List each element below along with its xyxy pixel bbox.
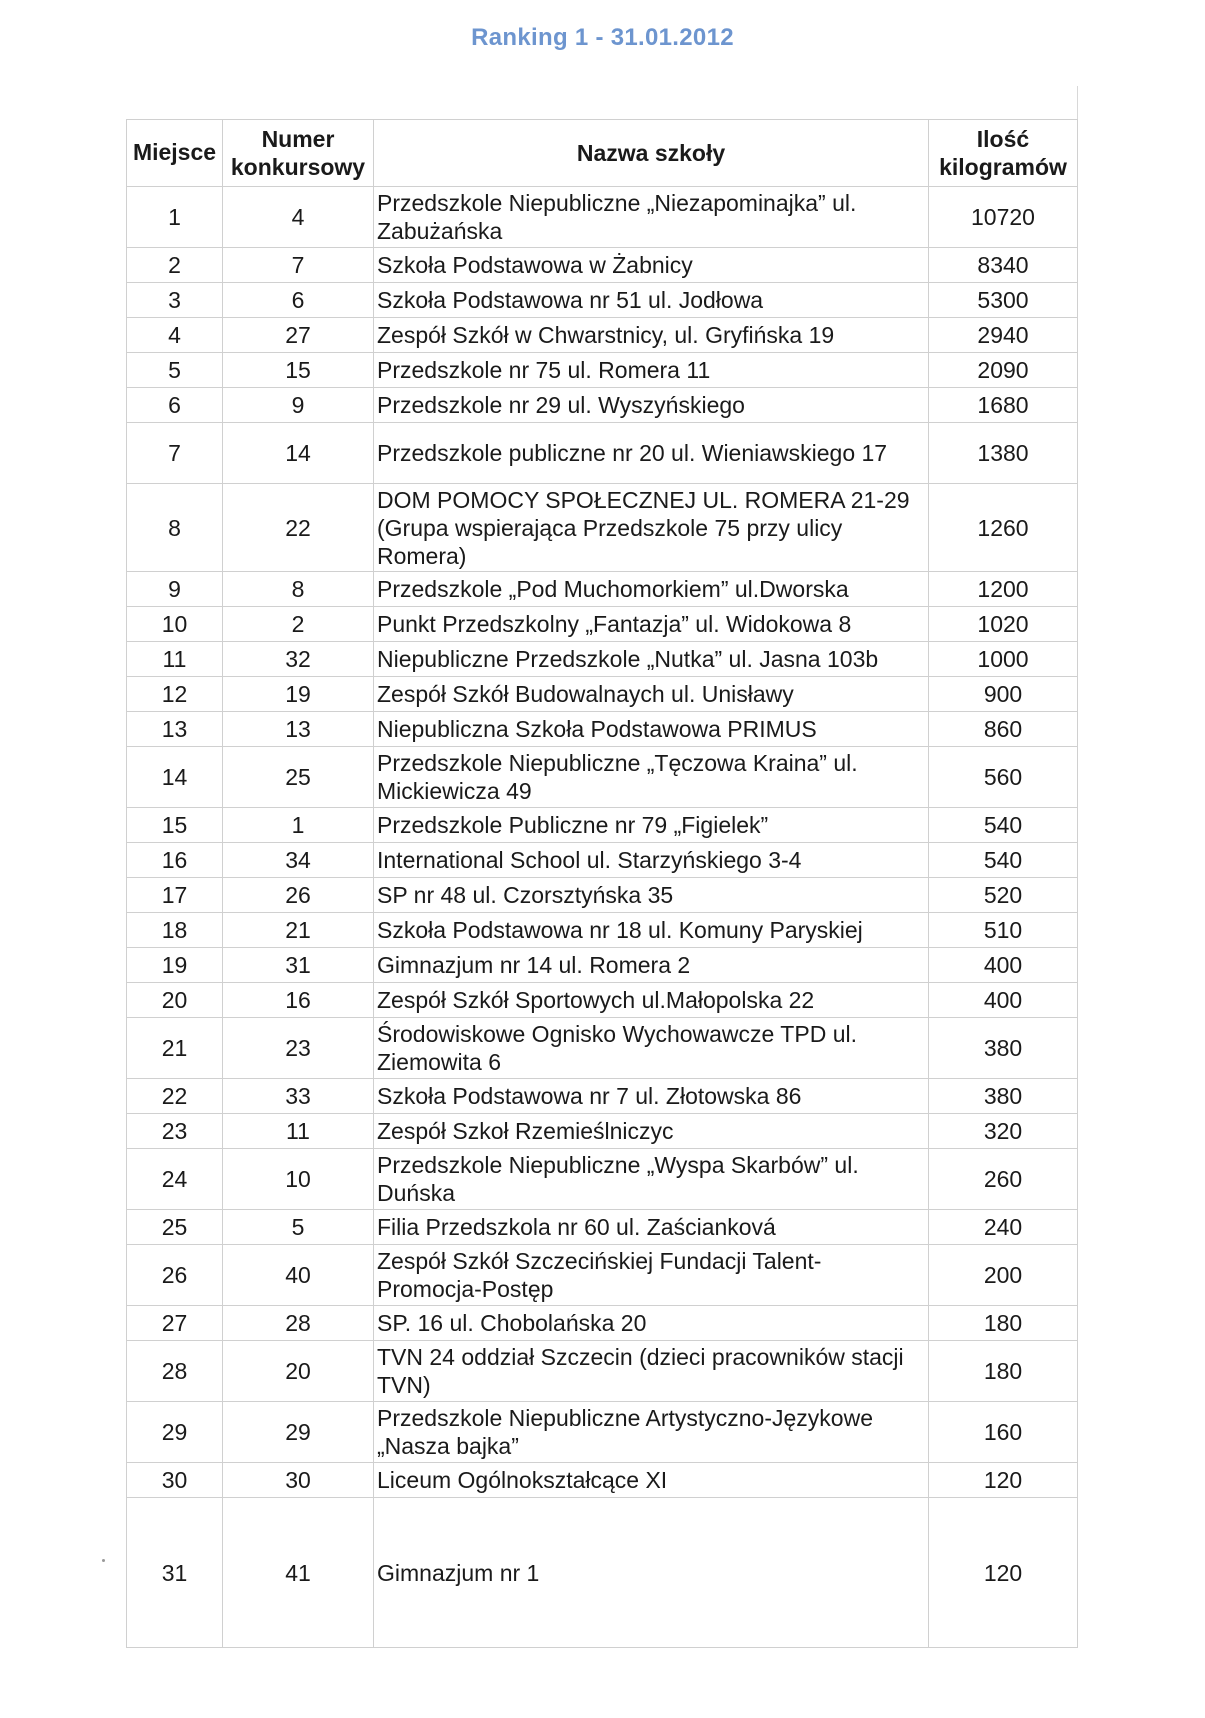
place-cell: 16: [127, 843, 223, 878]
number-cell: 19: [223, 677, 374, 712]
page-title: Ranking 1 - 31.01.2012: [471, 24, 734, 51]
school-name-cell: Szkoła Podstawowa nr 51 ul. Jodłowa: [374, 283, 929, 318]
school-name-cell: Przedszkole Niepubliczne „Niezapominajka” ul. Zabużańska: [374, 187, 929, 248]
number-cell: 13: [223, 712, 374, 747]
table-row: [127, 423, 1078, 484]
number-cell: 8: [223, 572, 374, 607]
table-row: [127, 572, 1078, 607]
number-cell: 23: [223, 1018, 374, 1079]
table-row: [127, 1114, 1078, 1149]
number-cell: 33: [223, 1079, 374, 1114]
kg-cell: 1680: [929, 388, 1078, 423]
place-cell: 3: [127, 283, 223, 318]
table-row: [127, 1402, 1078, 1463]
table-row: [127, 187, 1078, 248]
number-cell: 31: [223, 948, 374, 983]
place-cell: 21: [127, 1018, 223, 1079]
table-row: [127, 353, 1078, 388]
header-kg: [929, 120, 1078, 187]
table-row: [127, 1341, 1078, 1402]
divider: [1077, 86, 1078, 120]
table-row: [127, 1463, 1078, 1498]
place-cell: 18: [127, 913, 223, 948]
place-cell: 31: [127, 1498, 223, 1648]
ranking-table: [126, 119, 1078, 1648]
place-cell: 15: [127, 808, 223, 843]
number-cell: 28: [223, 1306, 374, 1341]
school-name-cell: Punkt Przedszkolny „Fantazja” ul. Widokowa 8: [374, 607, 929, 642]
place-cell: 14: [127, 747, 223, 808]
table-row: [127, 1210, 1078, 1245]
kg-cell: 520: [929, 878, 1078, 913]
number-cell: 30: [223, 1463, 374, 1498]
school-name-cell: TVN 24 oddział Szczecin (dzieci pracowników stacji TVN): [374, 1341, 929, 1402]
table-row: [127, 843, 1078, 878]
kg-cell: 2090: [929, 353, 1078, 388]
kg-cell: 320: [929, 1114, 1078, 1149]
number-cell: 41: [223, 1498, 374, 1648]
school-name-cell: SP. 16 ul. Chobolańska 20: [374, 1306, 929, 1341]
kg-cell: 160: [929, 1402, 1078, 1463]
header-number-line2: konkursowy: [230, 154, 366, 180]
kg-cell: 510: [929, 913, 1078, 948]
place-cell: 28: [127, 1341, 223, 1402]
place-cell: 20: [127, 983, 223, 1018]
school-name-cell: Przedszkole Niepubliczne Artystyczno-Językowe „Nasza bajka”: [374, 1402, 929, 1463]
place-cell: 19: [127, 948, 223, 983]
header-number: [223, 120, 374, 187]
kg-cell: 1200: [929, 572, 1078, 607]
place-cell: 26: [127, 1245, 223, 1306]
school-name-cell: Szkoła Podstawowa nr 7 ul. Złotowska 86: [374, 1079, 929, 1114]
school-name-cell: Przedszkole Publiczne nr 79 „Figielek”: [374, 808, 929, 843]
number-cell: 26: [223, 878, 374, 913]
school-name-cell: Przedszkole „Pod Muchomorkiem” ul.Dworska: [374, 572, 929, 607]
school-name-cell: Zespół Szkół Szczecińskiej Fundacji Talent-Promocja-Postęp: [374, 1245, 929, 1306]
place-cell: 7: [127, 423, 223, 484]
place-cell: 22: [127, 1079, 223, 1114]
school-name-cell: Przedszkole publiczne nr 20 ul. Wieniawskiego 17: [374, 423, 929, 484]
kg-cell: 1020: [929, 607, 1078, 642]
table-row: [127, 1079, 1078, 1114]
number-cell: 7: [223, 248, 374, 283]
school-name-cell: International School ul. Starzyńskiego 3-4: [374, 843, 929, 878]
school-name-cell: Gimnazjum nr 1: [374, 1498, 929, 1648]
kg-cell: 380: [929, 1079, 1078, 1114]
table-row: [127, 913, 1078, 948]
school-name-cell: Przedszkole Niepubliczne „Wyspa Skarbów” ul. Duńska: [374, 1149, 929, 1210]
number-cell: 16: [223, 983, 374, 1018]
kg-cell: 540: [929, 808, 1078, 843]
table-row: [127, 677, 1078, 712]
number-cell: 34: [223, 843, 374, 878]
table-row: [127, 878, 1078, 913]
header-school: Nazwa szkoły: [374, 120, 929, 187]
kg-cell: 260: [929, 1149, 1078, 1210]
table-row: [127, 948, 1078, 983]
school-name-cell: Gimnazjum nr 14 ul. Romera 2: [374, 948, 929, 983]
kg-cell: 560: [929, 747, 1078, 808]
number-cell: 2: [223, 607, 374, 642]
table-row: [127, 808, 1078, 843]
place-cell: 9: [127, 572, 223, 607]
place-cell: 23: [127, 1114, 223, 1149]
school-name-cell: DOM POMOCY SPOŁECZNEJ UL. ROMERA 21-29 (Grupa wspierająca Przedszkole 75 przy ulicy Romera): [374, 484, 929, 572]
kg-cell: 380: [929, 1018, 1078, 1079]
table-row: [127, 283, 1078, 318]
kg-cell: 540: [929, 843, 1078, 878]
number-cell: 29: [223, 1402, 374, 1463]
place-cell: 11: [127, 642, 223, 677]
kg-cell: 860: [929, 712, 1078, 747]
kg-cell: 1000: [929, 642, 1078, 677]
number-cell: 22: [223, 484, 374, 572]
scan-speck: [102, 1559, 105, 1562]
table-row: [127, 1306, 1078, 1341]
place-cell: 4: [127, 318, 223, 353]
table-row: [127, 1498, 1078, 1648]
kg-cell: 180: [929, 1341, 1078, 1402]
table-row: [127, 642, 1078, 677]
place-cell: 13: [127, 712, 223, 747]
place-cell: 8: [127, 484, 223, 572]
number-cell: 4: [223, 187, 374, 248]
table-row: [127, 712, 1078, 747]
kg-cell: 400: [929, 983, 1078, 1018]
school-name-cell: Zespół Szkoł Rzemieślniczyc: [374, 1114, 929, 1149]
number-cell: 21: [223, 913, 374, 948]
place-cell: 10: [127, 607, 223, 642]
number-cell: 32: [223, 642, 374, 677]
school-name-cell: Zespół Szkół Sportowych ul.Małopolska 22: [374, 983, 929, 1018]
header-row: [127, 120, 1078, 187]
kg-cell: 180: [929, 1306, 1078, 1341]
number-cell: 9: [223, 388, 374, 423]
table-row: [127, 248, 1078, 283]
school-name-cell: Niepubliczne Przedszkole „Nutka” ul. Jasna 103b: [374, 642, 929, 677]
school-name-cell: Zespół Szkół Budowalnaych ul. Unisławy: [374, 677, 929, 712]
table-row: [127, 1149, 1078, 1210]
place-cell: 6: [127, 388, 223, 423]
table-row: [127, 607, 1078, 642]
number-cell: 6: [223, 283, 374, 318]
kg-cell: 400: [929, 948, 1078, 983]
kg-cell: 5300: [929, 283, 1078, 318]
header-place: Miejsce: [127, 120, 223, 187]
number-cell: 1: [223, 808, 374, 843]
school-name-cell: Zespół Szkół w Chwarstnicy, ul. Gryfińska 19: [374, 318, 929, 353]
table-body: [127, 187, 1078, 1648]
header-kg-line1: Ilość: [976, 126, 1030, 152]
table-row: [127, 747, 1078, 808]
kg-cell: 1380: [929, 423, 1078, 484]
school-name-cell: Środowiskowe Ognisko Wychowawcze TPD ul. Ziemowita 6: [374, 1018, 929, 1079]
table-row: [127, 484, 1078, 572]
place-cell: 27: [127, 1306, 223, 1341]
place-cell: 17: [127, 878, 223, 913]
school-name-cell: Filia Przedszkola nr 60 ul. Zaścianková: [374, 1210, 929, 1245]
table-row: [127, 983, 1078, 1018]
kg-cell: 2940: [929, 318, 1078, 353]
kg-cell: 120: [929, 1498, 1078, 1648]
school-name-cell: Przedszkole Niepubliczne „Tęczowa Kraina” ul. Mickiewicza 49: [374, 747, 929, 808]
kg-cell: 200: [929, 1245, 1078, 1306]
place-cell: 1: [127, 187, 223, 248]
place-cell: 2: [127, 248, 223, 283]
kg-cell: 120: [929, 1463, 1078, 1498]
table-row: [127, 388, 1078, 423]
number-cell: 15: [223, 353, 374, 388]
number-cell: 27: [223, 318, 374, 353]
table-row: [127, 318, 1078, 353]
number-cell: 20: [223, 1341, 374, 1402]
header-kg-line2: kilogramów: [939, 154, 1067, 180]
place-cell: 30: [127, 1463, 223, 1498]
number-cell: 5: [223, 1210, 374, 1245]
table-row: [127, 1018, 1078, 1079]
number-cell: 40: [223, 1245, 374, 1306]
place-cell: 29: [127, 1402, 223, 1463]
place-cell: 5: [127, 353, 223, 388]
kg-cell: 240: [929, 1210, 1078, 1245]
kg-cell: 10720: [929, 187, 1078, 248]
place-cell: 24: [127, 1149, 223, 1210]
header-number-line1: Numer: [261, 126, 335, 152]
school-name-cell: Przedszkole nr 29 ul. Wyszyńskiego: [374, 388, 929, 423]
number-cell: 11: [223, 1114, 374, 1149]
place-cell: 25: [127, 1210, 223, 1245]
place-cell: 12: [127, 677, 223, 712]
school-name-cell: Przedszkole nr 75 ul. Romera 11: [374, 353, 929, 388]
kg-cell: 8340: [929, 248, 1078, 283]
number-cell: 25: [223, 747, 374, 808]
kg-cell: 900: [929, 677, 1078, 712]
number-cell: 10: [223, 1149, 374, 1210]
school-name-cell: Liceum Ogólnokształcące XI: [374, 1463, 929, 1498]
school-name-cell: SP nr 48 ul. Czorsztyńska 35: [374, 878, 929, 913]
school-name-cell: Szkoła Podstawowa nr 18 ul. Komuny Paryskiej: [374, 913, 929, 948]
school-name-cell: Szkoła Podstawowa w Żabnicy: [374, 248, 929, 283]
kg-cell: 1260: [929, 484, 1078, 572]
number-cell: 14: [223, 423, 374, 484]
table-row: [127, 1245, 1078, 1306]
school-name-cell: Niepubliczna Szkoła Podstawowa PRIMUS: [374, 712, 929, 747]
